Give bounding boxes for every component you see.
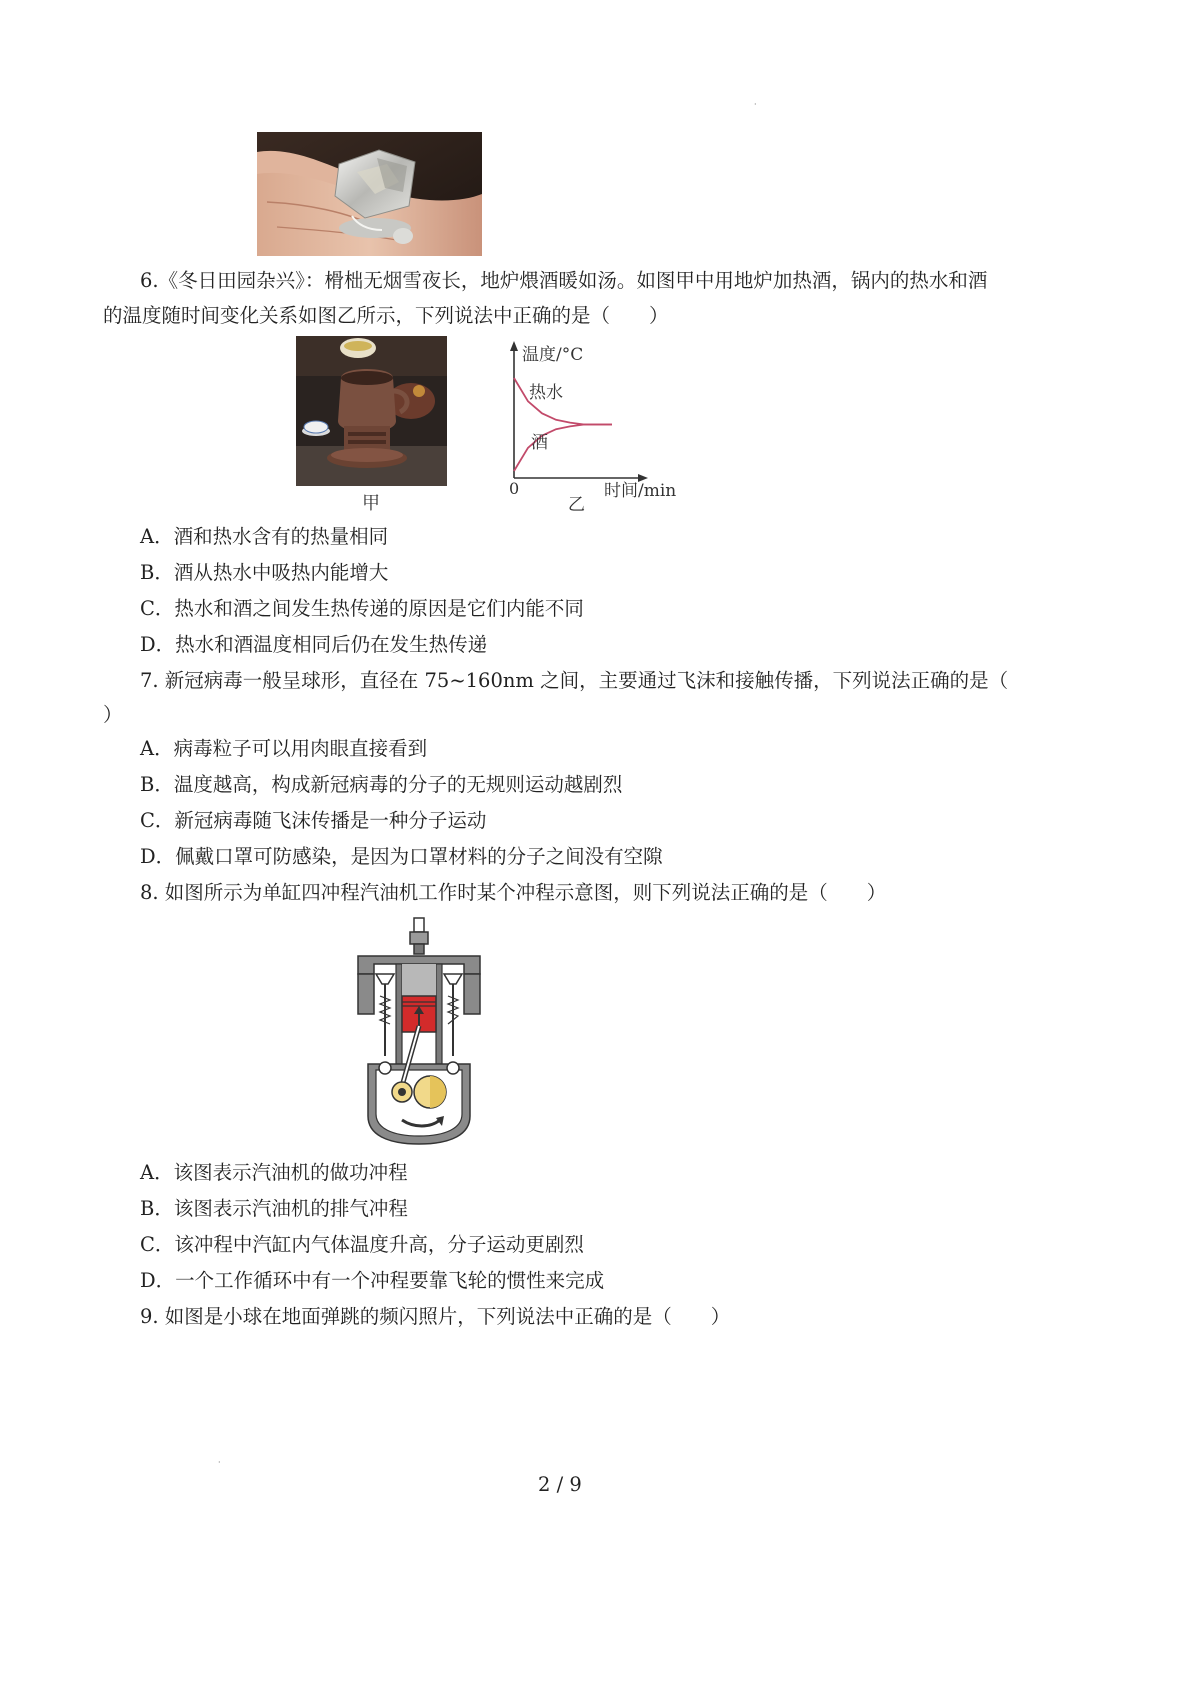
x-axis-label: 时间/min: [604, 481, 677, 501]
series-label-hot-water: 热水: [529, 383, 563, 403]
wine-warming-stove-photo: [296, 336, 447, 486]
q6-stem-line1: 6.《冬日田园杂兴》：榾柮无烟雪夜长，地炉煨酒暖如汤。如图甲中用地炉加热酒，锅内的热水和酒: [140, 269, 988, 292]
q9-stem: 9. 如图是小球在地面弹跳的频闪照片，下列说法中正确的是（ ）: [140, 1305, 731, 1328]
q8-option-b: B．该图表示汽油机的排气冲程: [140, 1197, 408, 1220]
q7-stem-line2: ）: [103, 703, 123, 726]
q7-option-d: D．佩戴口罩可防感染，是因为口罩材料的分子之间没有空隙: [140, 845, 663, 868]
q8-option-a: A．该图表示汽油机的做功冲程: [140, 1161, 408, 1184]
q8-option-d: D．一个工作循环中有一个冲程要靠飞轮的惯性来完成: [140, 1269, 605, 1292]
y-axis-arrow-icon: [510, 341, 518, 351]
q6-stem-line2: 的温度随时间变化关系如图乙所示，下列说法中正确的是（ ）: [103, 304, 669, 327]
figure-jia-caption: 甲: [362, 493, 380, 514]
scan-mark: ·: [754, 100, 757, 109]
q7-stem-line1: 7. 新冠病毒一般呈球形，直径在 75~160nm 之间，主要通过飞沫和接触传播，下列说法正确的是（: [140, 669, 1009, 692]
q6-option-c: C．热水和酒之间发生热传递的原因是它们内能不同: [140, 597, 584, 620]
origin-label: 0: [509, 479, 520, 498]
q8-stem: 8. 如图所示为单缸四冲程汽油机工作时某个冲程示意图，则下列说法正确的是（ ）: [140, 881, 887, 904]
q7-option-c: C．新冠病毒随飞沫传播是一种分子运动: [140, 809, 487, 832]
q8-option-c: C．该冲程中汽缸内气体温度升高，分子运动更剧烈: [140, 1233, 584, 1256]
temperature-time-chart: [496, 336, 686, 516]
q6-option-a: A．酒和热水含有的热量相同: [140, 525, 389, 548]
q6-option-b: B．酒从热水中吸热内能增大: [140, 561, 389, 584]
series-label-wine: 酒: [531, 433, 548, 453]
series-line-wine: [514, 425, 612, 472]
q7-option-b: B．温度越高，构成新冠病毒的分子的无规则运动越剧烈: [140, 773, 623, 796]
melting-metal-in-hand-photo: [257, 132, 482, 256]
q6-option-d: D．热水和酒温度相同后仍在发生热传递: [140, 633, 488, 656]
engine-stroke-diagram: [354, 916, 484, 1148]
page-number: 2 / 9: [538, 1473, 582, 1496]
q7-option-a: A．病毒粒子可以用肉眼直接看到: [140, 737, 428, 760]
scan-mark: ·: [218, 1458, 221, 1467]
figure-yi-caption: 乙: [568, 495, 585, 515]
y-axis-label: 温度/°C: [522, 345, 584, 365]
